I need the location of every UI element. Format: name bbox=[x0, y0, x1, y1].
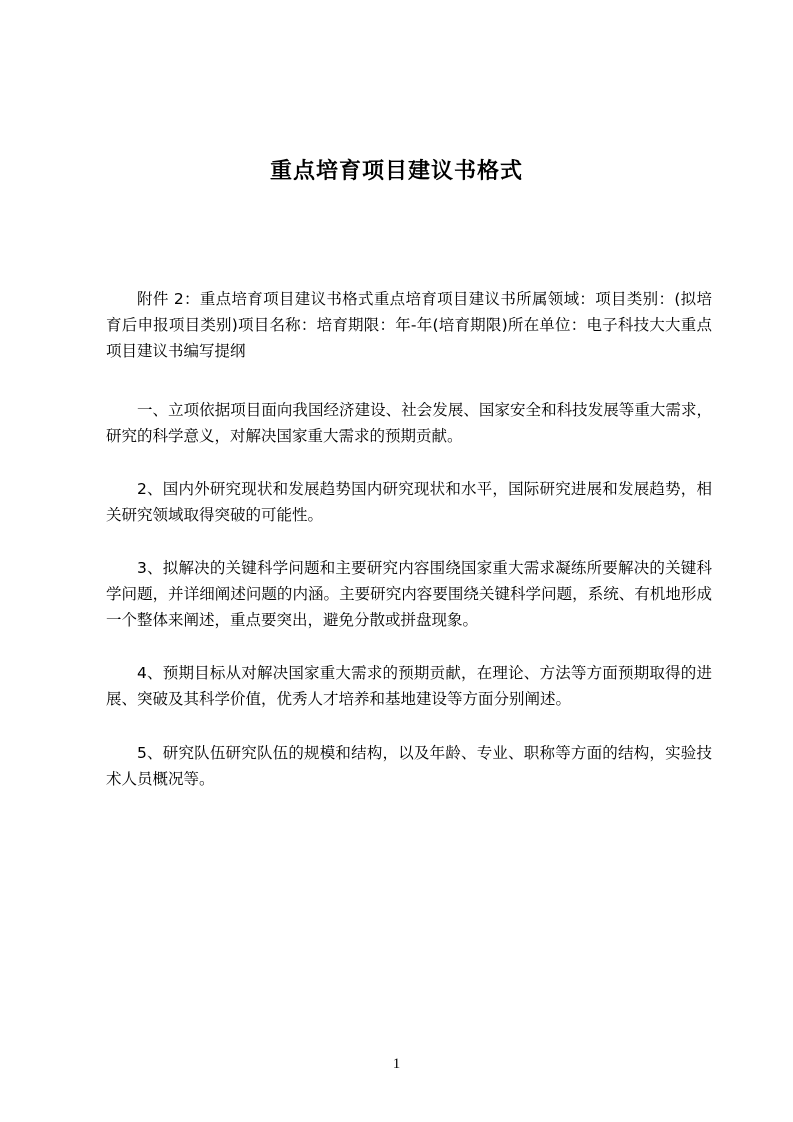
page-number: 1 bbox=[392, 1056, 401, 1072]
page-title: 重点培育项目建议书格式 bbox=[269, 158, 523, 184]
section-5-paragraph: 5、研究队伍研究队伍的规模和结构，以及年龄、专业、职称等方面的结构，实验技术人员概况等。 bbox=[106, 744, 712, 788]
section-3-paragraph: 3、拟解决的关键科学问题和主要研究内容围绕国家重大需求凝练所要解决的关键科学问题，并详细阐述问题的内涵。主要研究内容要围绕关键科学问题，系统、有机地形成一个整体来阐述，重点要突出，避免分散或拼盘现象。 bbox=[106, 559, 712, 629]
section-4-paragraph: 4、预期目标从对解决国家重大需求的预期贡献，在理论、方法等方面预期取得的进展、突破及其科学价值，优秀人才培养和基地建设等方面分别阐述。 bbox=[106, 664, 712, 708]
intro-paragraph: 附件 2：重点培育项目建议书格式重点培育项目建议书所属领域：项目类别：(拟培育后申报项目类别)项目名称：培育期限：年-年(培育期限)所在单位：电子科技大大重点项目建议书编写提纲 bbox=[106, 290, 712, 360]
section-1-paragraph: 一、立项依据项目面向我国经济建设、社会发展、国家安全和科技发展等重大需求，研究的科学意义，对解决国家重大需求的预期贡献。 bbox=[106, 401, 712, 445]
section-2-paragraph: 2、国内外研究现状和发展趋势国内研究现状和水平，国际研究进展和发展趋势，相关研究领域取得突破的可能性。 bbox=[106, 480, 712, 524]
